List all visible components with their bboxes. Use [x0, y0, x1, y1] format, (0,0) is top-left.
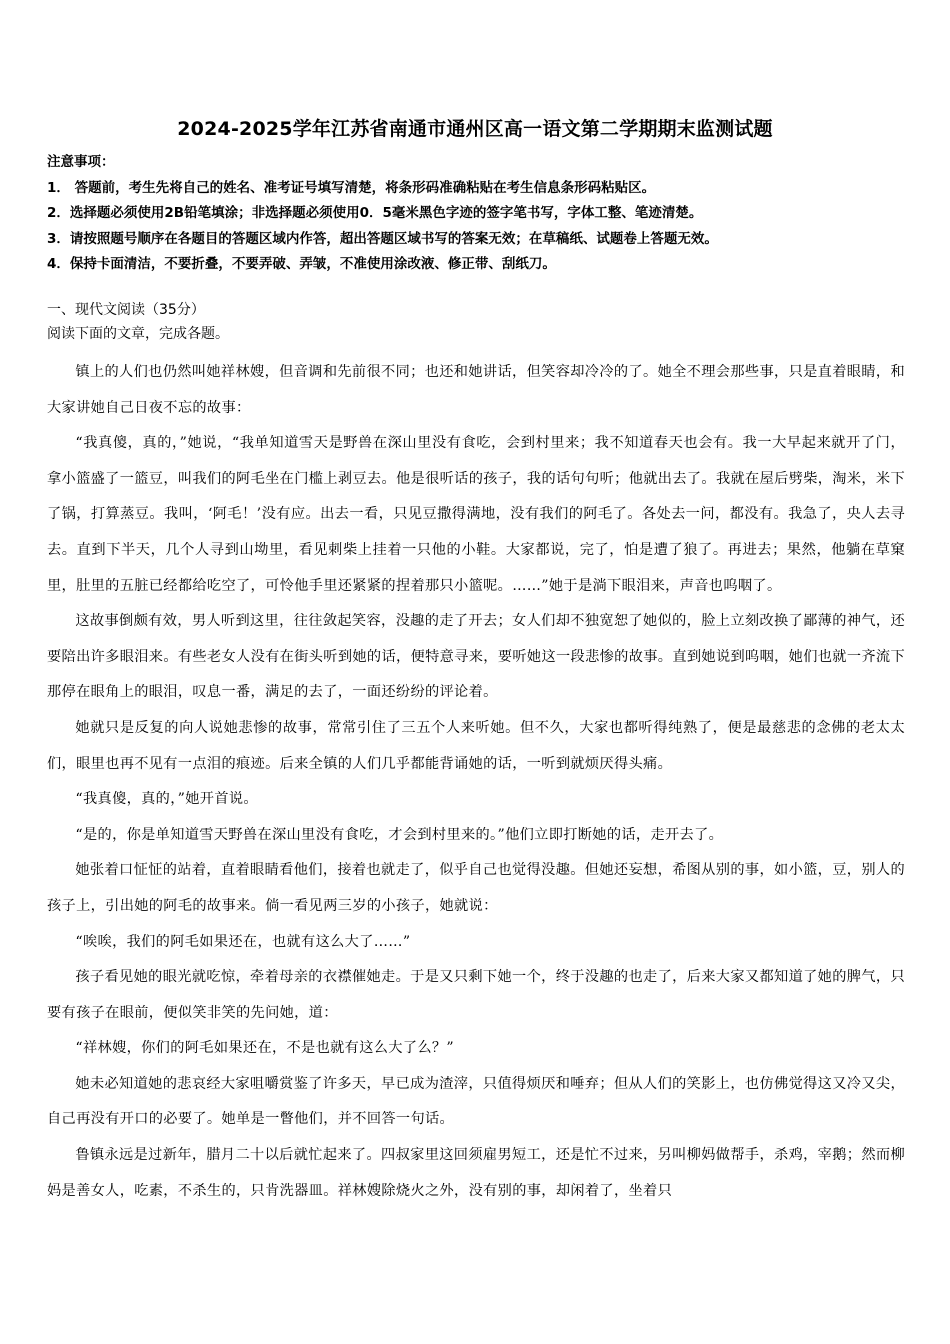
section-header	[47, 298, 917, 346]
notice-heading: 注意事项：	[47, 154, 115, 170]
passage-paragraph: “祥林嫂，你们的阿毛如果还在，不是也就有这么大了么？”	[75, 1040, 455, 1057]
passage-paragraph: 孩子看见她的眼光就吃惊，牵着母亲的衣襟催她走。于是又只剩下她一个，终于没趣的也走了，后来大家又都知道了她的脾气，只要有孩子在眼前，便似笑非笑的先问她，道：	[47, 969, 905, 1021]
notice-item: 3．请按照题号顺序在各题目的答题区域内作答，超出答题区域书写的答案无效；在草稿纸、试题卷上答题无效。	[47, 230, 718, 247]
section-heading: 一、现代文阅读（35分）	[47, 302, 205, 318]
section-instruction: 阅读下面的文章，完成各题。	[47, 326, 229, 342]
passage-paragraph: 这故事倒颇有效，男人听到这里，往往敛起笑容，没趣的走了开去；女人们却不独宽恕了她似的，脸上立刻改换了鄙薄的神气，还要陪出许多眼泪来。有些老女人没有在街头听到她的话，便特意寻来，要听她这一段悲惨的故事。直到她说到呜咽，她们也就一齐流下那停在眼角上的眼泪，叹息一番，满足的去了，一面还纷纷的评论着。	[47, 613, 905, 701]
passage-paragraph: “我真傻，真的，”她说，“我单知道雪天是野兽在深山里没有食吃，会到村里来；我不知道春天也会有。我一大早起来就开了门，拿小篮盛了一篮豆，叫我们的阿毛坐在门槛上剥豆去。他是很听话的孩子，我的话句句听；他就出去了。我就在屋后劈柴，淘米，米下了锅，打算蒸豆。我叫，‘阿毛！’没有应。出去一看，只见豆撒得满地，没有我们的阿毛了。各处去一问，都没有。我急了，央人去寻去。直到下半天，几个人寻到山坳里，看见刺柴上挂着一只他的小鞋。大家都说，完了，怕是遭了狼了。再进去；果然，他躺在草窠里，肚里的五脏已经都给吃空了，可怜他手里还紧紧的捏着那只小篮呢。……”她于是淌下眼泪来，声音也呜咽了。	[47, 435, 905, 594]
notice-item: 1． 答题前，考生先将自己的姓名、准考证号填写清楚，将条形码准确粘贴在考生信息条形码粘贴区。	[47, 179, 656, 196]
notice-item: 2．选择题必须使用2B铅笔填涂；非选择题必须使用0．5毫米黑色字迹的签字笔书写，字体工整、笔迹清楚。	[47, 205, 703, 221]
passage-paragraph: “唉唉，我们的阿毛如果还在，也就有这么大了……”	[75, 933, 411, 950]
passage-paragraph: 她就只是反复的向人说她悲惨的故事，常常引住了三五个人来听她。但不久，大家也都听得纯熟了，便是最慈悲的念佛的老太太们，眼里也再不见有一点泪的痕迹。后来全镇的人们几乎都能背诵她的话，一听到就烦厌得头痛。	[47, 719, 905, 772]
page-title: 2024-2025学年江苏省南通市通州区高一语文第二学期期末监测试题	[177, 118, 773, 140]
notice-item: 4．保持卡面清洁，不要折叠，不要弄破、弄皱，不准使用涂改液、修正带、刮纸刀。	[47, 256, 556, 272]
reading-passage	[47, 355, 905, 1209]
passage-paragraph: 她未必知道她的悲哀经大家咀嚼赏鉴了许多天，早已成为渣滓，只值得烦厌和唾弃；但从人们的笑影上，也仿佛觉得这又冷又尖，自己再没有开口的必要了。她单是一瞥他们，并不回答一句话。	[47, 1075, 905, 1128]
passage-paragraph: 鲁镇永远是过新年，腊月二十以后就忙起来了。四叔家里这回须雇男短工，还是忙不过来，另叫柳妈做帮手，杀鸡，宰鹅；然而柳妈是善女人，吃素，不杀生的，只肯洗器皿。祥林嫂除烧火之外，没有别的事，却闲着了，坐着只	[47, 1147, 905, 1199]
notice-block	[47, 150, 917, 278]
passage-paragraph: 镇上的人们也仍然叫她祥林嫂，但音调和先前很不同；也还和她讲话，但笑容却冷冷的了。她全不理会那些事，只是直着眼睛，和大家讲她自己日夜不忘的故事：	[47, 364, 905, 416]
passage-paragraph: “我真傻，真的，”她开首说。	[75, 791, 258, 808]
passage-paragraph: “是的，你是单知道雪天野兽在深山里没有食吃，才会到村里来的。”他们立即打断她的话，走开去了。	[75, 826, 724, 843]
passage-paragraph: 她张着口怔怔的站着，直着眼睛看他们，接着也就走了，似乎自己也觉得没趣。但她还妄想，希图从别的事，如小篮，豆，别人的孩子上，引出她的阿毛的故事来。倘一看见两三岁的小孩子，她就说：	[47, 862, 905, 914]
